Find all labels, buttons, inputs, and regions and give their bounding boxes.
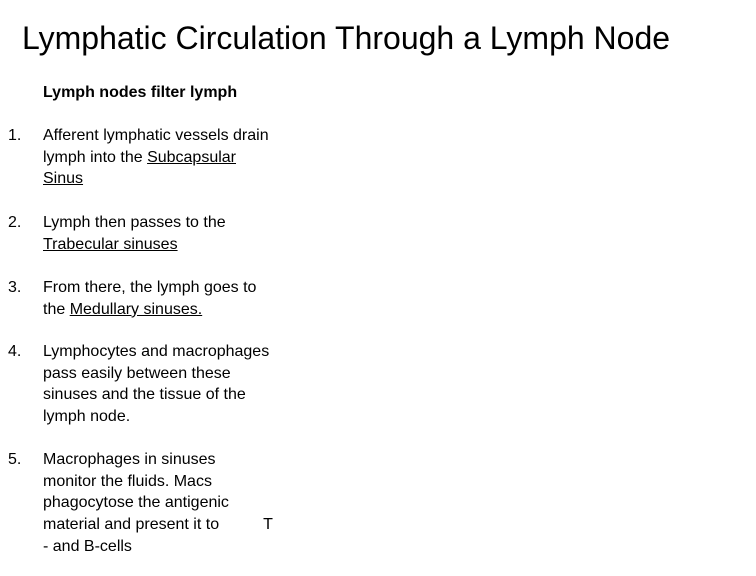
underlined-term: Medullary sinuses. (69, 300, 203, 318)
underlined-term: Trabecular sinuses (43, 235, 178, 253)
text-run: pass easily between these (43, 364, 231, 382)
list-number: 1. (8, 127, 22, 144)
text-line (43, 492, 305, 514)
text-run: From there, the lymph goes to (43, 279, 257, 296)
text-line (43, 341, 305, 363)
list-text (43, 277, 305, 320)
text-line (43, 234, 305, 256)
text-run: Afferent lymphatic vessels drain (43, 127, 269, 144)
intro-heading: Lymph nodes filter lymph (43, 84, 238, 101)
list-text (43, 125, 305, 190)
list-number: 4. (8, 343, 22, 360)
text-line (43, 363, 305, 385)
text-run: Macrophages in sinuses (43, 451, 216, 468)
text-line (43, 406, 305, 428)
text-line (43, 212, 305, 234)
underlined-term: Subcapsular (147, 148, 237, 166)
text-line (43, 514, 305, 536)
text-run: - and B-cells (43, 537, 132, 555)
underlined-term: Sinus (43, 170, 84, 188)
text-run: T (263, 516, 273, 534)
text-run: sinuses and the tissue of the (43, 386, 246, 404)
text-run: Lymph then passes to the (43, 214, 226, 231)
text-run: Lymphocytes and macrophages (43, 343, 270, 360)
text-line (43, 125, 305, 147)
text-line (43, 168, 305, 190)
text-run: phagocytose the antigenic (43, 494, 229, 512)
list-text (43, 449, 305, 558)
text-run: monitor the fluids. Macs (43, 472, 212, 490)
text-line (43, 536, 305, 558)
list-text (43, 212, 305, 255)
text-line (43, 471, 305, 493)
text-line (43, 277, 305, 299)
text-run: lymph into the (43, 148, 148, 166)
text-run: the (43, 300, 70, 318)
text-line (43, 384, 305, 406)
text-line (43, 147, 305, 169)
list-text (43, 341, 305, 428)
text-run: material and present it to (43, 516, 220, 534)
list-number: 5. (8, 451, 22, 468)
slide-title: Lymphatic Circulation Through a Lymph Node (22, 20, 671, 56)
list-number: 2. (8, 214, 22, 231)
text-line (43, 449, 305, 471)
text-line (43, 299, 305, 321)
list-number: 3. (8, 279, 22, 296)
text-run: lymph node. (43, 408, 131, 426)
